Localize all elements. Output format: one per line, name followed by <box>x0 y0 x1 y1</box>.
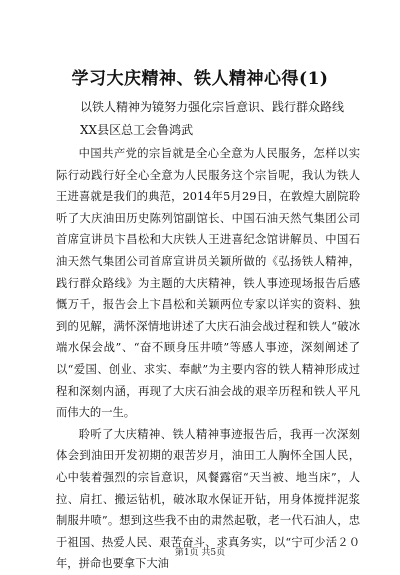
document-author: XX县区总工会鲁鸿武 <box>80 123 194 137</box>
body-paragraph: 聆听了大庆精神、铁人精神事迹报告后，我再一次深刻体会到油田开发初期的艰苦岁月，油田工人胸怀全国人民，心中装着强烈的宗旨意识，风餐露宿“天当被、地当床”，人拉、肩扛、搬运钻机，破冰取水保证开钻，用身体搅拌泥浆制服井喷”。想到这些我不由的肃然起敬，老一代石油人，忠于祖国、热爱人民、艰苦奋斗、求真务实，以“宁可少活２０年，拼命也要拿下大油 <box>56 427 360 571</box>
page-footer: 第1页 共5页 <box>174 548 226 558</box>
body-paragraph: 中国共产党的宗旨就是全心全意为人民服务，怎样以实际行动践行好全心全意为人民服务这个宗旨呢，我认为铁人王进喜就是我们的典范，2014年5月29日，在敦煌大剧院聆听了大庆油田历史陈列馆副馆长、中国石油天然气集团公司首席宣讲员卞昌松和大庆铁人王进喜纪念馆讲解员、中国石油天然气集团公司首席宣讲员关颖所做的《弘扬铁人精神，践行群众路线》为主题的大庆精神，铁人事迹现场报告后感慨万千，报告会上卞昌松和关颖两位专家以详实的资料、独到的见解，满怀深情地讲述了大庆石油会战过程和铁人“破冰端水保会战”、“奋不顾身压井喷”等感人事迹，深刻阐述了以“爱国、创业、求实、奉献”为主要内容的铁人精神形成过程和深刻内涵，再现了大庆石油会战的艰辛历程和铁人平凡而伟大的一生。 <box>56 147 360 420</box>
document-subtitle: 以铁人精神为镜努力强化宗旨意识、践行群众路线 <box>80 100 345 114</box>
document-title: 学习大庆精神、铁人精神心得(1) <box>71 69 329 89</box>
